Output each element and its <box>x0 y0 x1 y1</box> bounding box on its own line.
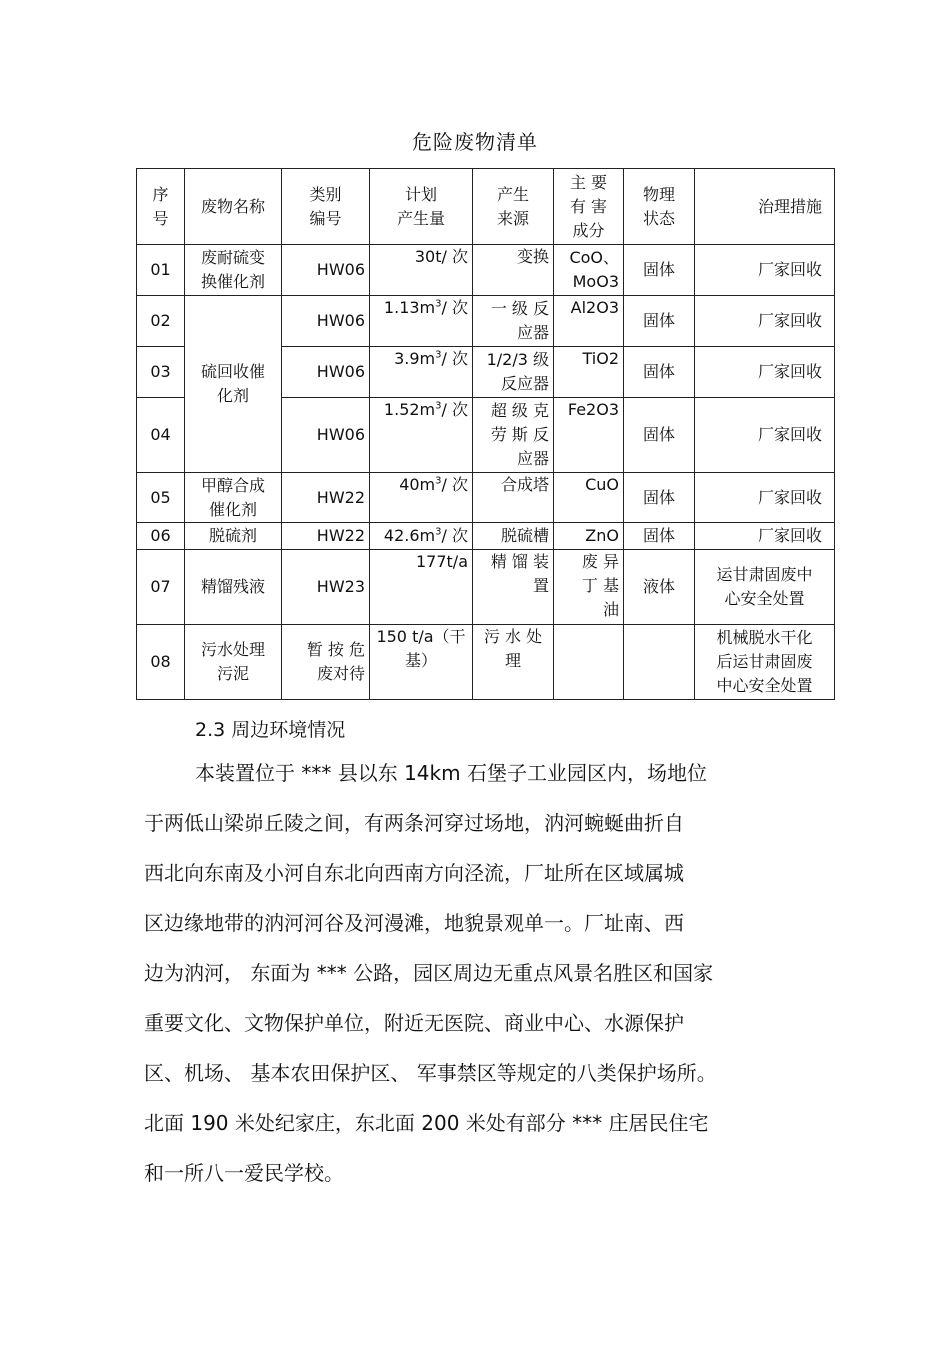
row-source: 1/2/3 级 反应器 <box>473 347 554 398</box>
row-component: CuO <box>554 473 624 523</box>
row-state: 固体 <box>624 473 695 523</box>
header-amount: 计划 产生量 <box>370 169 473 245</box>
row-seq: 05 <box>137 473 185 523</box>
row-component: Al2O3 <box>554 296 624 347</box>
row-component <box>554 625 624 700</box>
row-category: HW22 <box>282 473 370 523</box>
section-heading: 2.3 周边环境情况 <box>195 719 346 741</box>
row-amount: 150 t/a（干 基） <box>370 625 473 700</box>
row-state: 固体 <box>624 523 695 550</box>
row-treatment: 厂家回收 <box>695 473 835 523</box>
row-component: CoO、 MoO3 <box>554 245 624 296</box>
row-state: 固体 <box>624 347 695 398</box>
row-seq: 03 <box>137 347 185 398</box>
row-treatment: 厂家回收 <box>695 296 835 347</box>
row-amount: $42.6m^3/$ 次 <box>370 523 473 550</box>
row-component: TiO2 <box>554 347 624 398</box>
row-seq: 01 <box>137 245 185 296</box>
table-row <box>137 473 835 523</box>
row-category: HW22 <box>282 523 370 550</box>
header-source: 产生 来源 <box>473 169 554 245</box>
row-category: HW06 <box>282 296 370 347</box>
row-state: 固体 <box>624 245 695 296</box>
row-name: 硫回收催 化剂 <box>185 296 282 473</box>
row-source: 变换 <box>473 245 554 296</box>
header-component: 主 要 有 害 成分 <box>554 169 624 245</box>
row-name: 污水处理 污泥 <box>185 625 282 700</box>
row-state <box>624 625 695 700</box>
hazardous-waste-table <box>136 168 835 700</box>
row-name: 废耐硫变 换催化剂 <box>185 245 282 296</box>
row-component: Fe2O3 <box>554 398 624 473</box>
row-treatment: 厂家回收 <box>695 245 835 296</box>
row-category: 暂 按 危 废对待 <box>282 625 370 700</box>
table-row <box>137 523 835 550</box>
row-state: 固体 <box>624 296 695 347</box>
header-name: 废物名称 <box>185 169 282 245</box>
row-category: HW06 <box>282 398 370 473</box>
row-category: HW06 <box>282 245 370 296</box>
row-treatment: 厂家回收 <box>695 398 835 473</box>
header-seq: 序 号 <box>137 169 185 245</box>
row-name: 精馏残液 <box>185 550 282 625</box>
row-treatment: 厂家回收 <box>695 523 835 550</box>
paragraph-line: 区边缘地带的汭河河谷及河漫滩，地貌景观单一。厂址南、西 <box>144 911 684 935</box>
row-name: 甲醇合成 催化剂 <box>185 473 282 523</box>
table-row <box>137 245 835 296</box>
row-component: 废 异 丁 基 油 <box>554 550 624 625</box>
paragraph-line: 重要文化、文物保护单位，附近无医院、商业中心、水源保护 <box>144 1011 684 1035</box>
row-seq: 04 <box>137 398 185 473</box>
row-state: 固体 <box>624 398 695 473</box>
row-category: HW23 <box>282 550 370 625</box>
row-amount: $3.9m^3/$ 次 <box>370 347 473 398</box>
row-state: 液体 <box>624 550 695 625</box>
paragraph-line: 西北向东南及小河自东北向西南方向泾流，厂址所在区域属城 <box>144 861 684 885</box>
paragraph-line: 北面 190 米处纪家庄，东北面 200 米处有部分 *** 庄居民住宅 <box>144 1111 709 1135</box>
table-header-row <box>137 169 835 245</box>
header-category: 类别 编号 <box>282 169 370 245</box>
paragraph-line: 边为汭河， 东面为 *** 公路，园区周边无重点风景名胜区和国家 <box>144 961 714 985</box>
row-seq: 08 <box>137 625 185 700</box>
row-amount: 30t/ 次 <box>370 245 473 296</box>
row-treatment: 机械脱水干化 后运甘肃固废 中心安全处置 <box>695 625 835 700</box>
table-title: 危险废物清单 <box>412 130 538 154</box>
row-source: 污 水 处 理 <box>473 625 554 700</box>
row-category: HW06 <box>282 347 370 398</box>
paragraph-line: 于两低山梁峁丘陵之间，有两条河穿过场地，汭河蜿蜒曲折自 <box>144 811 684 835</box>
row-source: 一 级 反 应器 <box>473 296 554 347</box>
row-treatment: 厂家回收 <box>695 347 835 398</box>
row-amount: $1.52m^3/$ 次 <box>370 398 473 473</box>
row-treatment: 运甘肃固废中 心安全处置 <box>695 550 835 625</box>
row-source: 合成塔 <box>473 473 554 523</box>
row-name: 脱硫剂 <box>185 523 282 550</box>
header-state: 物理 状态 <box>624 169 695 245</box>
header-treatment: 治理措施 <box>695 169 835 245</box>
body-paragraph <box>144 748 834 1198</box>
row-source: 脱硫槽 <box>473 523 554 550</box>
paragraph-line: 本装置位于 *** 县以东 14km 石堡子工业园区内，场地位 <box>195 761 707 785</box>
table-row <box>137 550 835 625</box>
row-amount: $1.13m^3/$ 次 <box>370 296 473 347</box>
table-row <box>137 625 835 700</box>
row-amount: 177t/a <box>370 550 473 625</box>
row-seq: 02 <box>137 296 185 347</box>
table-row <box>137 296 835 347</box>
row-source: 超 级 克 劳 斯 反 应器 <box>473 398 554 473</box>
paragraph-line: 和一所八一爱民学校。 <box>144 1161 344 1185</box>
row-amount: $40m^3/$ 次 <box>370 473 473 523</box>
row-seq: 07 <box>137 550 185 625</box>
row-source: 精 馏 装 置 <box>473 550 554 625</box>
row-component: ZnO <box>554 523 624 550</box>
row-seq: 06 <box>137 523 185 550</box>
paragraph-line: 区、机场、 基本农田保护区、 军事禁区等规定的八类保护场所。 <box>144 1061 717 1085</box>
